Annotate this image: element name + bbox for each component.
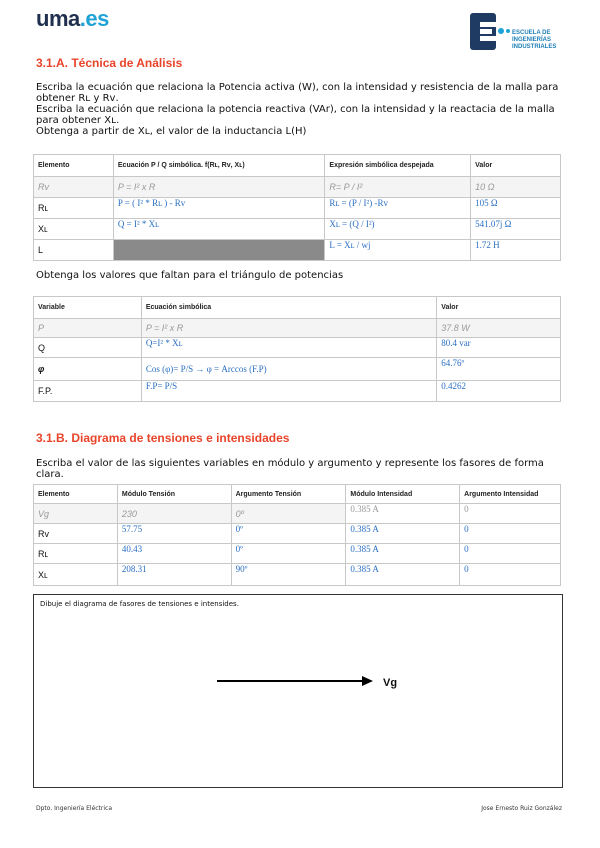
- table-cell: Vg: [34, 504, 118, 524]
- table-cell: P: [34, 319, 142, 338]
- table-row: [34, 544, 561, 564]
- instruction-line: Escriba la ecuación que relaciona la potencia reactiva (VAr), con la intensidad y la reactacia de la malla: [36, 104, 555, 115]
- answer-cell[interactable]: Rʟ = (P / I²) -Rᴠ: [325, 198, 471, 219]
- section-a-title: 3.1.A. Técnica de Análisis: [36, 56, 183, 70]
- answer-cell[interactable]: 0.385 A: [346, 504, 460, 524]
- table-header: Argumento Tensión: [231, 485, 346, 504]
- table-header: Módulo Tensión: [117, 485, 231, 504]
- table-header: Elemento: [34, 155, 114, 177]
- answer-cell[interactable]: Q=I² * Xʟ: [141, 338, 436, 358]
- answer-cell[interactable]: 0: [460, 564, 561, 586]
- table-row: [34, 177, 561, 198]
- answer-cell[interactable]: 0: [460, 544, 561, 564]
- table-row: [34, 219, 561, 240]
- answer-cell[interactable]: P = ( I² * Rʟ ) - Rᴠ: [113, 198, 325, 219]
- table-row: [34, 504, 561, 524]
- power-triangle-table: [33, 296, 561, 402]
- answer-cell[interactable]: 64.76º: [437, 358, 561, 381]
- table-cell: Xʟ: [34, 219, 114, 240]
- answer-cell[interactable]: 1.72 H: [471, 240, 561, 261]
- instruction-line: Escriba el valor de las siguientes variables en módulo y argumento y represente los fasores de forma: [36, 458, 544, 469]
- disabled-cell: [113, 240, 325, 261]
- instruction-line: obtener Rʟ y Rᴠ.: [36, 93, 119, 104]
- answer-cell[interactable]: Cos (φ)= P/S → φ = Arccos (F.P): [141, 358, 436, 381]
- table-header: Argumento Intensidad: [460, 485, 561, 504]
- table-cell: φ: [34, 358, 142, 381]
- answer-cell[interactable]: 0.385 A: [346, 564, 460, 586]
- answer-cell[interactable]: 0.385 A: [346, 524, 460, 544]
- table-cell: 10 Ω: [471, 177, 561, 198]
- answer-cell[interactable]: 105 Ω: [471, 198, 561, 219]
- table-row: [34, 524, 561, 544]
- section-b-instructions: [36, 458, 566, 480]
- answer-cell[interactable]: 541.07j Ω: [471, 219, 561, 240]
- answer-cell[interactable]: 80.4 var: [437, 338, 561, 358]
- instruction-line: clara.: [36, 469, 64, 480]
- vg-phasor-label: Vg: [383, 677, 398, 689]
- table-header: Variable: [34, 297, 142, 319]
- equations-table: [33, 154, 561, 261]
- answer-cell[interactable]: 0: [460, 504, 561, 524]
- answer-cell[interactable]: 0.4262: [437, 381, 561, 402]
- instruction-line: Obtenga a partir de Xʟ, el valor de la inductancia L(H): [36, 126, 307, 137]
- answer-cell[interactable]: Q = I² * Xʟ: [113, 219, 325, 240]
- instruction-line: Escriba la ecuación que relaciona la Potencia activa (W), con la intensidad y resistencia de la malla para: [36, 82, 559, 93]
- table-header: Elemento: [34, 485, 118, 504]
- table-header: Expresión simbólica despejada: [325, 155, 471, 177]
- section-b-title: 3.1.B. Diagrama de tensiones e intensidades: [36, 431, 290, 445]
- phasor-diagram-box[interactable]: [33, 594, 563, 788]
- answer-cell[interactable]: 0: [460, 524, 561, 544]
- phasor-diagram-title: Dibuje el diagrama de fasores de tensiones e intensides.: [40, 600, 239, 608]
- school-name-line-2: INGENIERÍAS: [512, 37, 552, 43]
- table-cell: Rʟ: [34, 198, 114, 219]
- table-cell: Q: [34, 338, 142, 358]
- uma-logo: [36, 6, 109, 32]
- table-header: Ecuación P / Q simbólica. f(Rʟ, Rᴠ, Xʟ): [113, 155, 325, 177]
- table-row: [34, 319, 561, 338]
- eii-logo-icon: [470, 13, 510, 50]
- table-row: [34, 564, 561, 586]
- table-row: [34, 358, 561, 381]
- section-a-instructions: [36, 82, 566, 137]
- answer-cell[interactable]: Xʟ = (Q / I²): [325, 219, 471, 240]
- table-cell: 37.8 W: [437, 319, 561, 338]
- school-name-line-1: ESCUELA DE: [512, 30, 551, 36]
- table-cell: 0º: [231, 504, 346, 524]
- table-cell: Rᴠ: [34, 177, 114, 198]
- table-header: Valor: [471, 155, 561, 177]
- answer-cell[interactable]: 0º: [231, 524, 346, 544]
- footer-author: Jose Ernesto Ruiz González: [481, 805, 562, 812]
- power-triangle-prompt: Obtenga los valores que faltan para el triángulo de potencias: [36, 270, 344, 281]
- table-row: [34, 240, 561, 261]
- table-header: Ecuación simbólica: [141, 297, 436, 319]
- answer-cell[interactable]: 208.31: [117, 564, 231, 586]
- answer-cell[interactable]: 40.43: [117, 544, 231, 564]
- vg-phasor-arrow: [215, 674, 375, 688]
- table-header: Valor: [437, 297, 561, 319]
- phasor-values-table: [33, 484, 561, 586]
- table-row: [34, 381, 561, 402]
- school-name-line-3: INDUSTRIALES: [512, 44, 557, 50]
- table-cell: R= P / I²: [325, 177, 471, 198]
- table-cell: P = I² x R: [141, 319, 436, 338]
- table-cell: Xʟ: [34, 564, 118, 586]
- instruction-line: para obtener Xʟ.: [36, 115, 120, 126]
- footer-department: Dpto. Ingeniería Eléctrica: [36, 805, 113, 812]
- table-header: Módulo Intensidad: [346, 485, 460, 504]
- table-cell: 230: [117, 504, 231, 524]
- answer-cell[interactable]: 90º: [231, 564, 346, 586]
- answer-cell[interactable]: F.P= P/S: [141, 381, 436, 402]
- table-cell: Rʟ: [34, 544, 118, 564]
- uma-logo-suffix: .es: [79, 6, 109, 31]
- table-row: [34, 338, 561, 358]
- table-cell: F.P.: [34, 381, 142, 402]
- answer-cell[interactable]: 0º: [231, 544, 346, 564]
- uma-logo-main: uma: [36, 6, 80, 31]
- table-cell: L: [34, 240, 114, 261]
- answer-cell[interactable]: 0.385 A: [346, 544, 460, 564]
- table-cell: Rᴠ: [34, 524, 118, 544]
- table-row: [34, 198, 561, 219]
- answer-cell[interactable]: 57.75: [117, 524, 231, 544]
- table-cell: P = I² x R: [113, 177, 325, 198]
- school-name: [512, 30, 572, 51]
- answer-cell[interactable]: L = Xʟ / wj: [325, 240, 471, 261]
